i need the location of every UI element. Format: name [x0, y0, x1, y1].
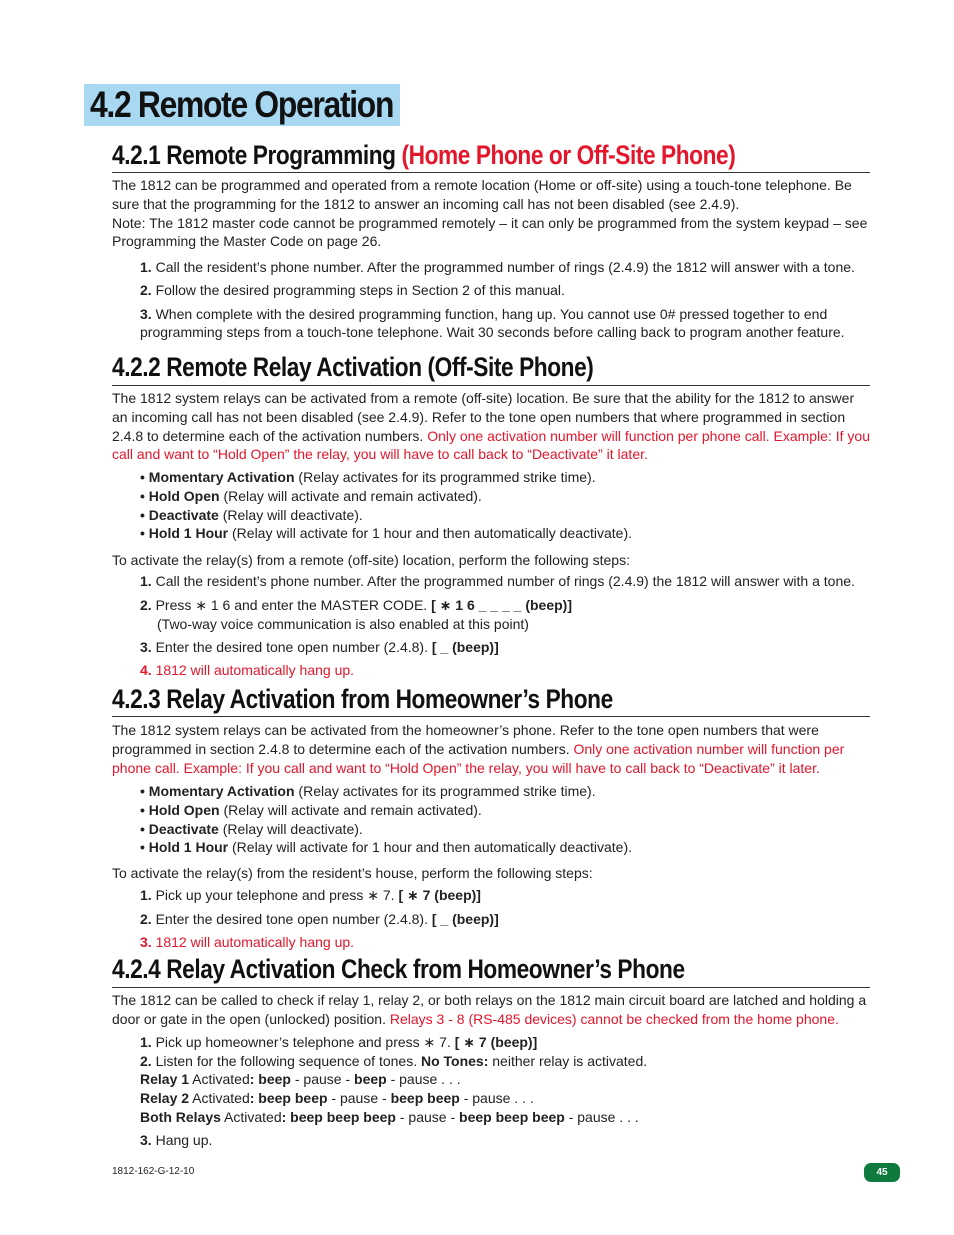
step-item: 2. Enter the desired tone open number (2.4.8). [ _ (beep)] [140, 911, 499, 927]
step-item: 3. 1812 will automatically hang up. [140, 934, 355, 950]
step-item: 2. Follow the desired programming steps in Section 2 of this manual. [140, 282, 565, 298]
step-item: 2. Press ∗ 1 6 and enter the MASTER CODE. [ ∗ 1 6 _ _ _ _ (beep)] [140, 597, 572, 613]
paragraph: The 1812 can be called to check if relay 1, relay 2, or both relays on the 1812 main circuit board are latched and holding a door or gate in the open (unlocked) position. Relays 3 - 8 (RS-485 devices) cannot be checked from the home phone. [112, 992, 867, 1027]
bullet-item: • Hold Open (Relay will activate and remain activated). [140, 488, 482, 504]
step-item: 3. When complete with the desired programming function, hang up. You cannot use 0# pressed together to end [140, 306, 828, 322]
section-heading-4-2-3: 4.2.3 Relay Activation from Homeowner’s Phone [112, 684, 613, 714]
step-item-continued: programming steps from a touch-tone telephone. Wait 30 seconds before calling back to program another feature. [140, 324, 845, 340]
bullet-item: • Momentary Activation (Relay activates for its programmed strike time). [140, 469, 596, 485]
step-item: 3. Hang up. [140, 1132, 213, 1148]
step-note: (Two-way voice communication is also enabled at this point) [157, 616, 529, 632]
bullet-item: • Deactivate (Relay will deactivate). [140, 821, 363, 837]
bullet-item: • Hold 1 Hour (Relay will activate for 1 hour and then automatically deactivate). [140, 525, 632, 541]
step-item: 1. Pick up homeowner’s telephone and press ∗ 7. [ ∗ 7 (beep)] [140, 1034, 538, 1050]
bullet-item: • Deactivate (Relay will deactivate). [140, 507, 363, 523]
bullet-item: • Momentary Activation (Relay activates for its programmed strike time). [140, 783, 596, 799]
paragraph: The 1812 system relays can be activated from a remote (off-site) location. Be sure that the ability for the 1812 to answer an incoming call has not been disabled (see 2.4.9). Refer to the tone open numbers that where programmed in section 2.4.8 to determine each of the activation numbers. Only one activation number will function per phone call. Example: If you call and want to “Hold Open” the relay, you will have to call back to “Deactivate” it later. [112, 390, 870, 463]
tone-sequence-relay1: Relay 1 Activated: beep - pause - beep - pause . . . [140, 1071, 461, 1087]
step-item: 1. Call the resident’s phone number. After the programmed number of rings (2.4.9) the 1812 will answer with a tone. [140, 259, 855, 275]
step-item: 2. Listen for the following sequence of tones. No Tones: neither relay is activated. [140, 1053, 648, 1069]
lead-text: To activate the relay(s) from a remote (off-site) location, perform the following steps: [112, 552, 630, 568]
step-item: 1. Call the resident’s phone number. After the programmed number of rings (2.4.9) the 1812 will answer with a tone. [140, 573, 855, 589]
bullet-item: • Hold 1 Hour (Relay will activate for 1 hour and then automatically deactivate). [140, 839, 632, 855]
page-number-badge: 45 [864, 1163, 900, 1182]
tone-sequence-both: Both Relays Activated: beep beep beep - pause - beep beep beep - pause . . . [140, 1109, 639, 1125]
section-rule [112, 172, 870, 173]
lead-text: To activate the relay(s) from the resident’s house, perform the following steps: [112, 865, 593, 881]
section-rule [112, 987, 870, 988]
tone-sequence-relay2: Relay 2 Activated: beep beep - pause - beep beep - pause . . . [140, 1090, 534, 1106]
step-item: 4. 1812 will automatically hang up. [140, 662, 355, 678]
paragraph: The 1812 system relays can be activated from the homeowner’s phone. Refer to the tone open numbers that were programmed in section 2.4.8 to determine each of the activation numbers. Only one activation number will function per phone call. Example: If you call and want to “Hold Open” the relay, you will have to call back to “Deactivate” it later. [112, 722, 845, 776]
section-heading-4-2-1: 4.2.1 Remote Programming (Home Phone or Off-Site Phone) [112, 140, 736, 170]
step-item: 1. Pick up your telephone and press ∗ 7. [ ∗ 7 (beep)] [140, 887, 481, 903]
paragraph: The 1812 can be programmed and operated from a remote location (Home or off-site) using a touch-tone telephone. Be sure that the programming for the 1812 to answer an incoming call has not been disabled (see 2.4.9). Note: The 1812 master code cannot be programmed remotely – it can only be programmed from the system keypad – see Programming the Master Code on page 26. [112, 177, 868, 250]
section-heading-4-2-4: 4.2.4 Relay Activation Check from Homeowner’s Phone [112, 954, 685, 984]
page-title: 4.2 Remote Operation [90, 84, 394, 125]
document-code: 1812-162-G-12-10 [112, 1166, 195, 1177]
section-rule [112, 385, 870, 386]
bullet-item: • Hold Open (Relay will activate and remain activated). [140, 802, 482, 818]
section-heading-4-2-2: 4.2.2 Remote Relay Activation (Off-Site Phone) [112, 352, 594, 382]
step-item: 3. Enter the desired tone open number (2.4.8). [ _ (beep)] [140, 639, 499, 655]
section-rule [112, 716, 870, 717]
